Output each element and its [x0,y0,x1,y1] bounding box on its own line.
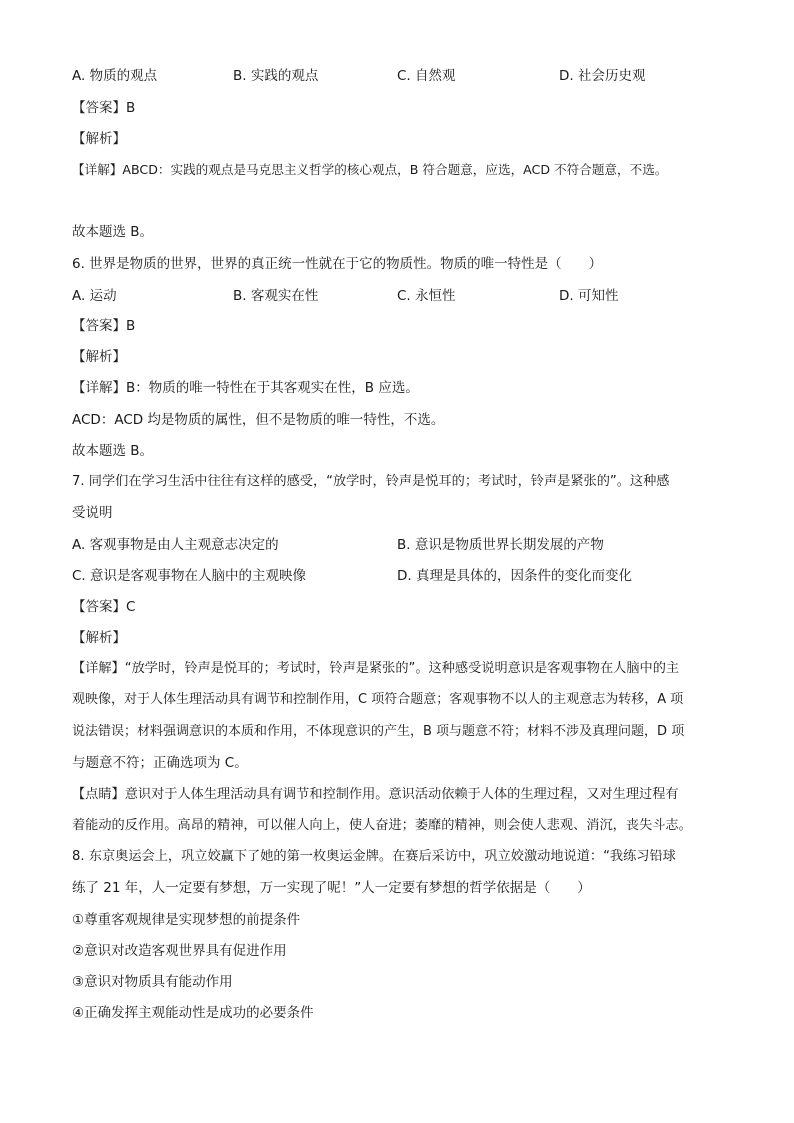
q6-option-c: C. 永恒性 [397,288,456,304]
q7-stem-line-2: 受说明 [72,505,113,521]
q8-stem-line-1: 8. 东京奥运会上，巩立姣赢下了她的第一枚奥运金牌。在赛后采访中，巩立姣激动地说道：“我练习铅球 [72,849,676,864]
q6-answer: 【答案】B [72,318,136,334]
q7-analysis-label: 【解析】 [72,630,126,646]
q5-option-b: B. 实践的观点 [233,68,319,84]
q6-detail-1: 【详解】B：物质的唯一特性在于其客观实在性，B 应选。 [72,380,419,396]
q6-option-d: D. 可知性 [559,288,619,304]
q7-answer: 【答案】C [72,599,136,615]
q7-detail-line-4: 与题意不符；正确选项为 C。 [72,755,248,771]
q6-detail-2: ACD：ACD 均是物质的属性，但不是物质的唯一特性，不选。 [72,412,445,428]
q6-option-a: A. 运动 [72,288,117,304]
q7-detail-line-3: 说法错误；材料强调意识的本质和作用，不体现意识的产生，B 项与题意不符；材料不涉及真理问题，D 项 [72,724,685,739]
q7-stem-line-1: 7. 同学们在学习生活中往往有这样的感受，“放学时，铃声是悦耳的；考试时，铃声是紧张的”。这种感 [72,474,670,489]
q6-stem: 6. 世界是物质的世界，世界的真正统一性就在于它的物质性。物质的唯一特性是（ ） [72,256,603,272]
q5-answer: 【答案】B [72,100,136,116]
q5-option-a: A. 物质的观点 [72,68,158,84]
q5-option-c: C. 自然观 [397,68,456,84]
q7-detail-line-1: 【详解】“放学时，铃声是悦耳的；考试时，铃声是紧张的”。这种感受说明意识是客观事物在人脑中的主 [72,661,680,676]
q6-option-b: B. 客观实在性 [233,288,319,304]
q5-analysis-label: 【解析】 [72,131,126,147]
q7-detail-line-2: 观映像，对于人体生理活动具有调节和控制作用，C 项符合题意；客观事物不以人的主观意志为转移，A 项 [72,692,684,707]
q5-option-d: D. 社会历史观 [559,68,646,84]
q7-point-line-1: 【点睛】意识对于人体生理活动具有调节和控制作用。意识活动依赖于人体的生理过程，又对生理过程有 [72,787,679,802]
q8-item-4: ④正确发挥主观能动性是成功的必要条件 [72,1005,314,1021]
q7-point-line-2: 着能动的反作用。高昂的精神，可以催人向上，使人奋进；萎靡的精神，则会使人悲观、消沉，丧失斗志。 [72,818,692,833]
q8-item-2: ②意识对改造客观世界具有促进作用 [72,943,287,959]
q8-stem-line-2: 练了 21 年，人一定要有梦想，万一实现了呢！”人一定要有梦想的哲学依据是（ ） [72,880,591,896]
q6-conclusion: 故本题选 B。 [72,443,154,459]
q5-conclusion: 故本题选 B。 [72,224,154,240]
q8-item-1: ①尊重客观规律是实现梦想的前提条件 [72,912,301,928]
q7-option-a: A. 客观事物是由人主观意志决定的 [72,537,279,553]
q6-analysis-label: 【解析】 [72,349,126,365]
q8-item-3: ③意识对物质具有能动作用 [72,974,233,990]
q5-detail: 【详解】ABCD：实践的观点是马克思主义哲学的核心观点，B 符合题意，应选，ACD 不符合题意，不选。 [72,162,668,177]
q7-option-b: B. 意识是物质世界长期发展的产物 [397,537,604,553]
q7-option-d: D. 真理是具体的，因条件的变化而变化 [397,568,632,584]
q7-option-c: C. 意识是客观事物在人脑中的主观映像 [72,568,307,584]
